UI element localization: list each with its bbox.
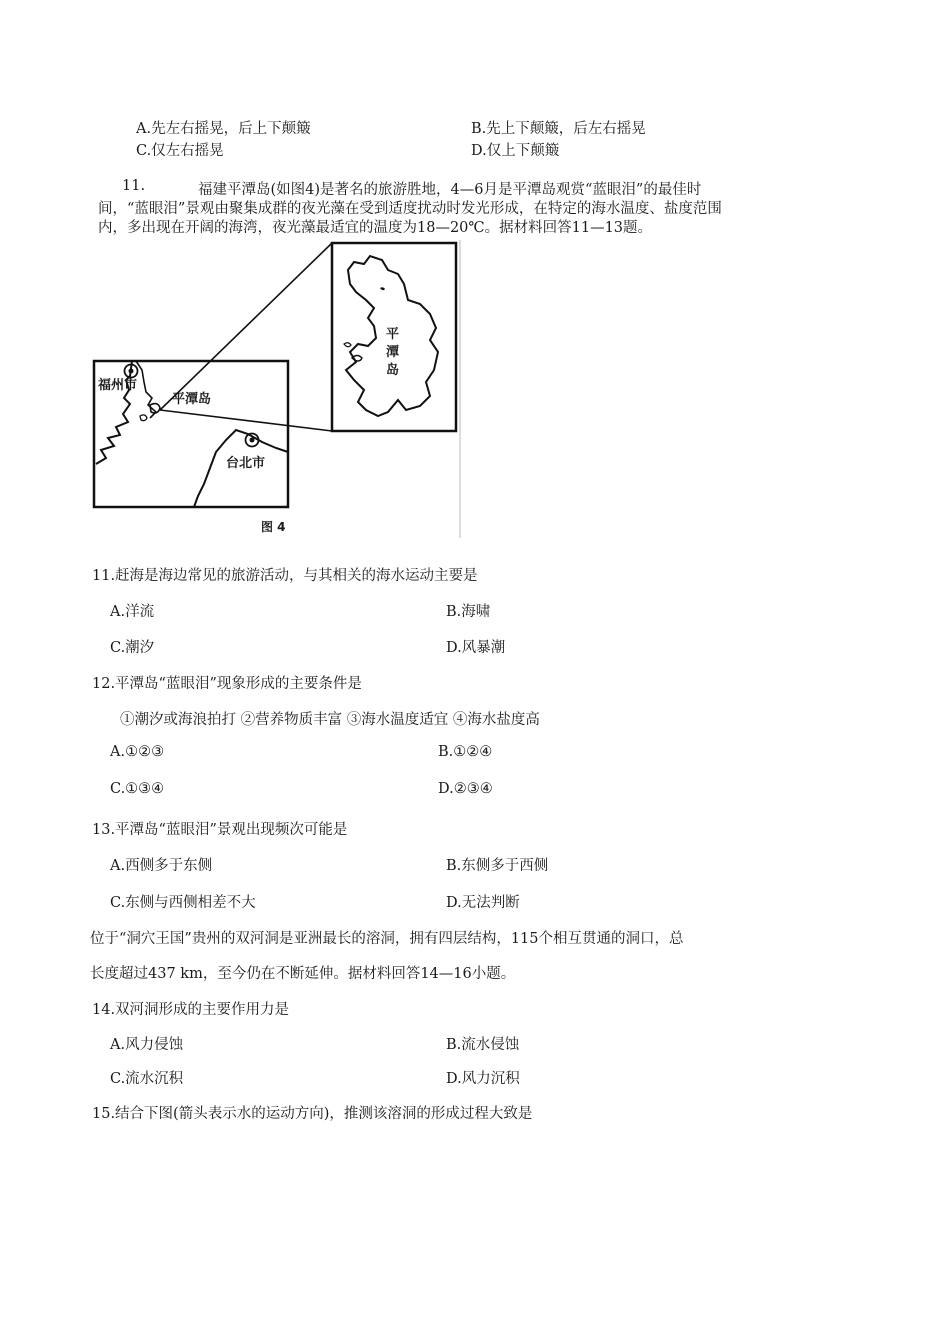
label-fuzhou: 福州市 [98, 378, 138, 393]
q13-option-a: A.西侧多于东侧 [110, 858, 213, 874]
q12-stem: 12.平潭岛“蓝眼泪”现象形成的主要条件是 [92, 676, 362, 692]
q12-option-c: C.①③④ [110, 781, 165, 797]
q12-conditions: ①潮汐或海浪拍打 ②营养物质丰富 ③海水温度适宜 ④海水盐度高 [120, 712, 540, 728]
q14-option-d: D.风力沉积 [446, 1071, 520, 1087]
q14-option-b: B.流水侵蚀 [446, 1037, 520, 1053]
q13-option-b: B.东侧多于西侧 [446, 858, 549, 874]
q11-option-c: C.潮汐 [110, 640, 155, 656]
q14-option-c: C.流水沉积 [110, 1071, 184, 1087]
q13-option-c: C.东侧与西侧相差不大 [110, 895, 256, 911]
prev-option-c: C.仅左右摇晃 [136, 143, 224, 159]
q14-stem: 14.双河洞形成的主要作用力是 [92, 1002, 290, 1018]
passage1-line1: 福建平潭岛(如图4)是著名的旅游胜地，4—6月是平潭岛观赏“蓝眼泪”的最佳时 [198, 182, 702, 198]
passage1-number: 11. [122, 178, 146, 194]
q11-option-d: D.风暴潮 [446, 640, 506, 656]
label-pingtan: 平潭岛 [172, 392, 212, 407]
prev-option-b: B.先上下颠簸，后左右摇晃 [471, 121, 646, 137]
q14-option-a: A.风力侵蚀 [110, 1037, 184, 1053]
label-island-inset: 平潭岛 [386, 327, 400, 378]
label-taipei: 台北市 [226, 456, 266, 471]
prev-option-d: D.仅上下颠簸 [471, 143, 560, 159]
passage2-line1: 位于“洞穴王国”贵州的双河洞是亚洲最长的溶洞，拥有四层结构，115个相互贯通的洞口，总 [90, 931, 684, 947]
q11-stem: 11.赶海是海边常见的旅游活动，与其相关的海水运动主要是 [92, 568, 478, 584]
q12-option-d: D.②③④ [438, 781, 493, 797]
figure-caption: 图 4 [261, 520, 286, 534]
passage2-line2: 长度超过437 km，至今仍在不断延伸。据材料回答14—16小题。 [90, 966, 516, 982]
q13-stem: 13.平潭岛“蓝眼泪”景观出现频次可能是 [92, 822, 348, 838]
q12-option-b: B.①②④ [438, 744, 493, 760]
prev-option-a: A.先左右摇晃，后上下颠簸 [136, 121, 311, 137]
passage1-line2: 间，“蓝眼泪”景观由聚集成群的夜光藻在受到适度扰动时发光形成，在特定的海水温度、盐度范围 [98, 201, 722, 217]
q13-option-d: D.无法判断 [446, 895, 520, 911]
figure-4-map [86, 240, 462, 538]
passage1-line3: 内，多出现在开阔的海湾，夜光藻最适宜的温度为18—20℃。据材料回答11—13题。 [98, 220, 653, 236]
q11-option-b: B.海啸 [446, 604, 491, 620]
q11-option-a: A.洋流 [110, 604, 155, 620]
q15-stem: 15.结合下图(箭头表示水的运动方向)，推测该溶洞的形成过程大致是 [92, 1106, 533, 1122]
q12-option-a: A.①②③ [110, 744, 165, 760]
